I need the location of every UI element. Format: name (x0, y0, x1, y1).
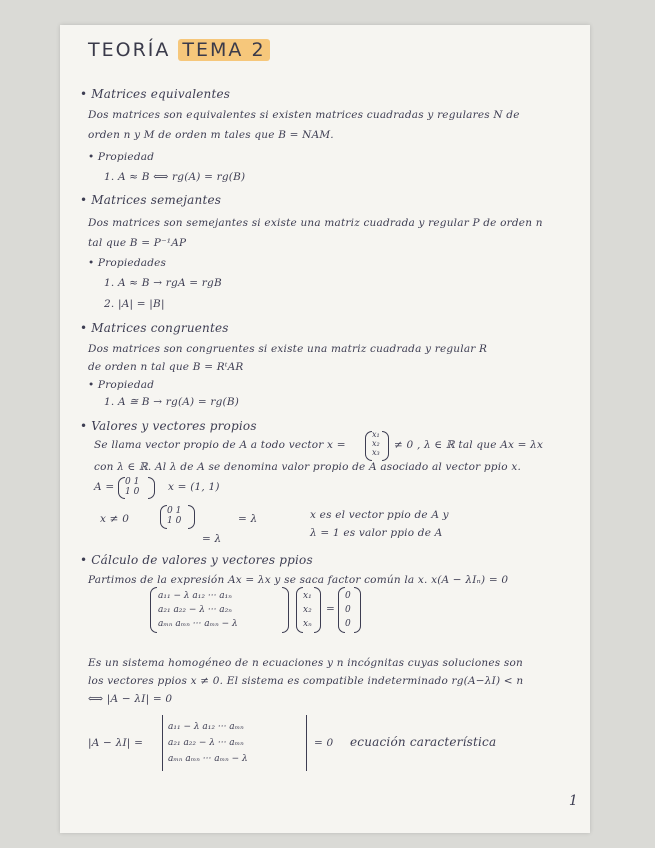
vx-2: x₂ (372, 439, 380, 448)
m1-row1: a₁₁ − λ a₁₂ ··· a₁ₙ (158, 591, 232, 601)
prop-equiv: • Propiedad (88, 151, 155, 163)
text-equiv-1: Dos matrices son equivalentes si existen matrices cuadradas y regulares N de (88, 109, 520, 121)
v1-2: x₂ (303, 605, 312, 615)
heading-equivalentes: • Matrices equivalentes (80, 87, 231, 101)
example-x: x = (1, 1) (168, 481, 220, 493)
d1-row3: aₘₙ aₘₙ ··· aₘₙ − λ (168, 754, 248, 764)
paren-left (150, 587, 157, 633)
example-x-nonzero: x ≠ 0 (100, 513, 130, 525)
text-equiv-2: orden n y M de orden m tales que B = NAM. (88, 129, 334, 141)
v1-3: xₙ (303, 619, 312, 629)
paren-right (314, 587, 321, 633)
ma-1: 0 1 (125, 477, 140, 487)
m1-row3: aₘₙ aₘₙ ··· aₘₙ − λ (158, 619, 238, 629)
example-a: A = (94, 481, 115, 493)
text-val-2: con λ ∈ ℝ. Al λ de A se denomina valor propio de A asociado al vector ppio x. (94, 461, 521, 473)
eq-lambda-2: = λ (202, 533, 222, 545)
z-3: 0 (345, 619, 351, 629)
text-val-1a: Se llama vector propio de A a todo vector x = (94, 439, 346, 451)
vector-unknowns (303, 589, 312, 631)
note-valor-ppio: λ = 1 es valor ppio de A (310, 527, 443, 539)
text-calc-2: Es un sistema homogéneo de n ecuaciones y n incógnitas cuyas soluciones son (88, 657, 523, 669)
z-1: 0 (345, 591, 351, 601)
ma2-1: 0 1 (167, 506, 182, 516)
ma2-2: 1 0 (167, 516, 182, 526)
det-label: |A − λI| = (88, 737, 144, 749)
paren-right (282, 587, 289, 633)
prop-semej: • Propiedades (88, 257, 167, 269)
text-congr-2: de orden n tal que B = RᵗAR (88, 361, 244, 373)
vector-zeros (345, 589, 351, 631)
prop-congr-1: 1. A ≅ B → rg(A) = rg(B) (104, 396, 240, 408)
matrix-det (168, 719, 248, 767)
vector-x (372, 430, 380, 457)
det-equals-zero: = 0 (314, 737, 334, 749)
text-calc-3: los vectores ppios x ≠ 0. El sistema es compatible indeterminado rg(A−λI) < n (88, 675, 524, 687)
text-calc-1: Partimos de la expresión Ax = λx y se saca factor común la x. x(A − λIₙ) = 0 (88, 574, 509, 586)
paren-left (160, 505, 167, 529)
d1-row2: a₂₁ a₂₂ − λ ··· aₘₙ (168, 738, 244, 748)
heading-semejantes: • Matrices semejantes (80, 193, 222, 207)
z-2: 0 (345, 605, 351, 615)
v1-1: x₁ (303, 591, 312, 601)
notebook-page (60, 25, 590, 833)
paren-right (382, 431, 389, 461)
page-number: 1 (568, 793, 578, 809)
prop-congr: • Propiedad (88, 379, 155, 391)
note-vector-ppio: x es el vector ppio de A y (310, 509, 449, 521)
title-highlight: TEMA 2 (178, 39, 269, 61)
heading-congruentes: • Matrices congruentes (80, 321, 229, 335)
matrix-a (125, 477, 139, 497)
heading-valores: • Valores y vectores propios (80, 419, 257, 433)
vx-3: x₃ (372, 448, 380, 457)
text-val-1b: ≠ 0 , λ ∈ ℝ tal que Ax = λx (394, 439, 544, 451)
text-calc-4: ⟺ |A − λI| = 0 (88, 693, 173, 705)
eq-lambda-1: = λ (238, 513, 258, 525)
vx-1: x₁ (372, 430, 380, 439)
page-title (88, 39, 270, 61)
d1-row1: a₁₁ − λ a₁₂ ··· aₘₙ (168, 722, 244, 732)
title-prefix: TEORÍA (88, 39, 171, 61)
paren-left (118, 477, 125, 499)
text-semej-1: Dos matrices son semejantes si existe una matriz cuadrada y regular P de orden n (88, 217, 543, 229)
text-congr-1: Dos matrices son congruentes si existe una matriz cuadrada y regular R (88, 343, 488, 355)
ma-2: 1 0 (125, 487, 140, 497)
prop-semej-2: 2. |A| = |B| (104, 298, 165, 310)
matrix-a-2 (167, 506, 181, 526)
paren-left (365, 431, 372, 461)
matrix-system (158, 589, 238, 631)
m1-row2: a₂₁ a₂₂ − λ ··· a₂ₙ (158, 605, 232, 615)
heading-calculo: • Cálculo de valores y vectores ppios (80, 553, 313, 567)
det-bar-right (306, 715, 307, 771)
paren-right (354, 587, 361, 633)
paren-right (148, 477, 155, 499)
paren-right (188, 505, 195, 529)
prop-equiv-1: 1. A ≈ B ⟺ rg(A) = rg(B) (104, 171, 246, 183)
eq-sign: = (326, 603, 335, 615)
det-bar-left (162, 715, 163, 771)
ecuacion-caracteristica: ecuación característica (350, 735, 497, 749)
paren-left (338, 587, 345, 633)
prop-semej-1: 1. A ≈ B → rgA = rgB (104, 277, 222, 289)
text-semej-2: tal que B = P⁻¹AP (88, 237, 187, 249)
paren-left (296, 587, 303, 633)
